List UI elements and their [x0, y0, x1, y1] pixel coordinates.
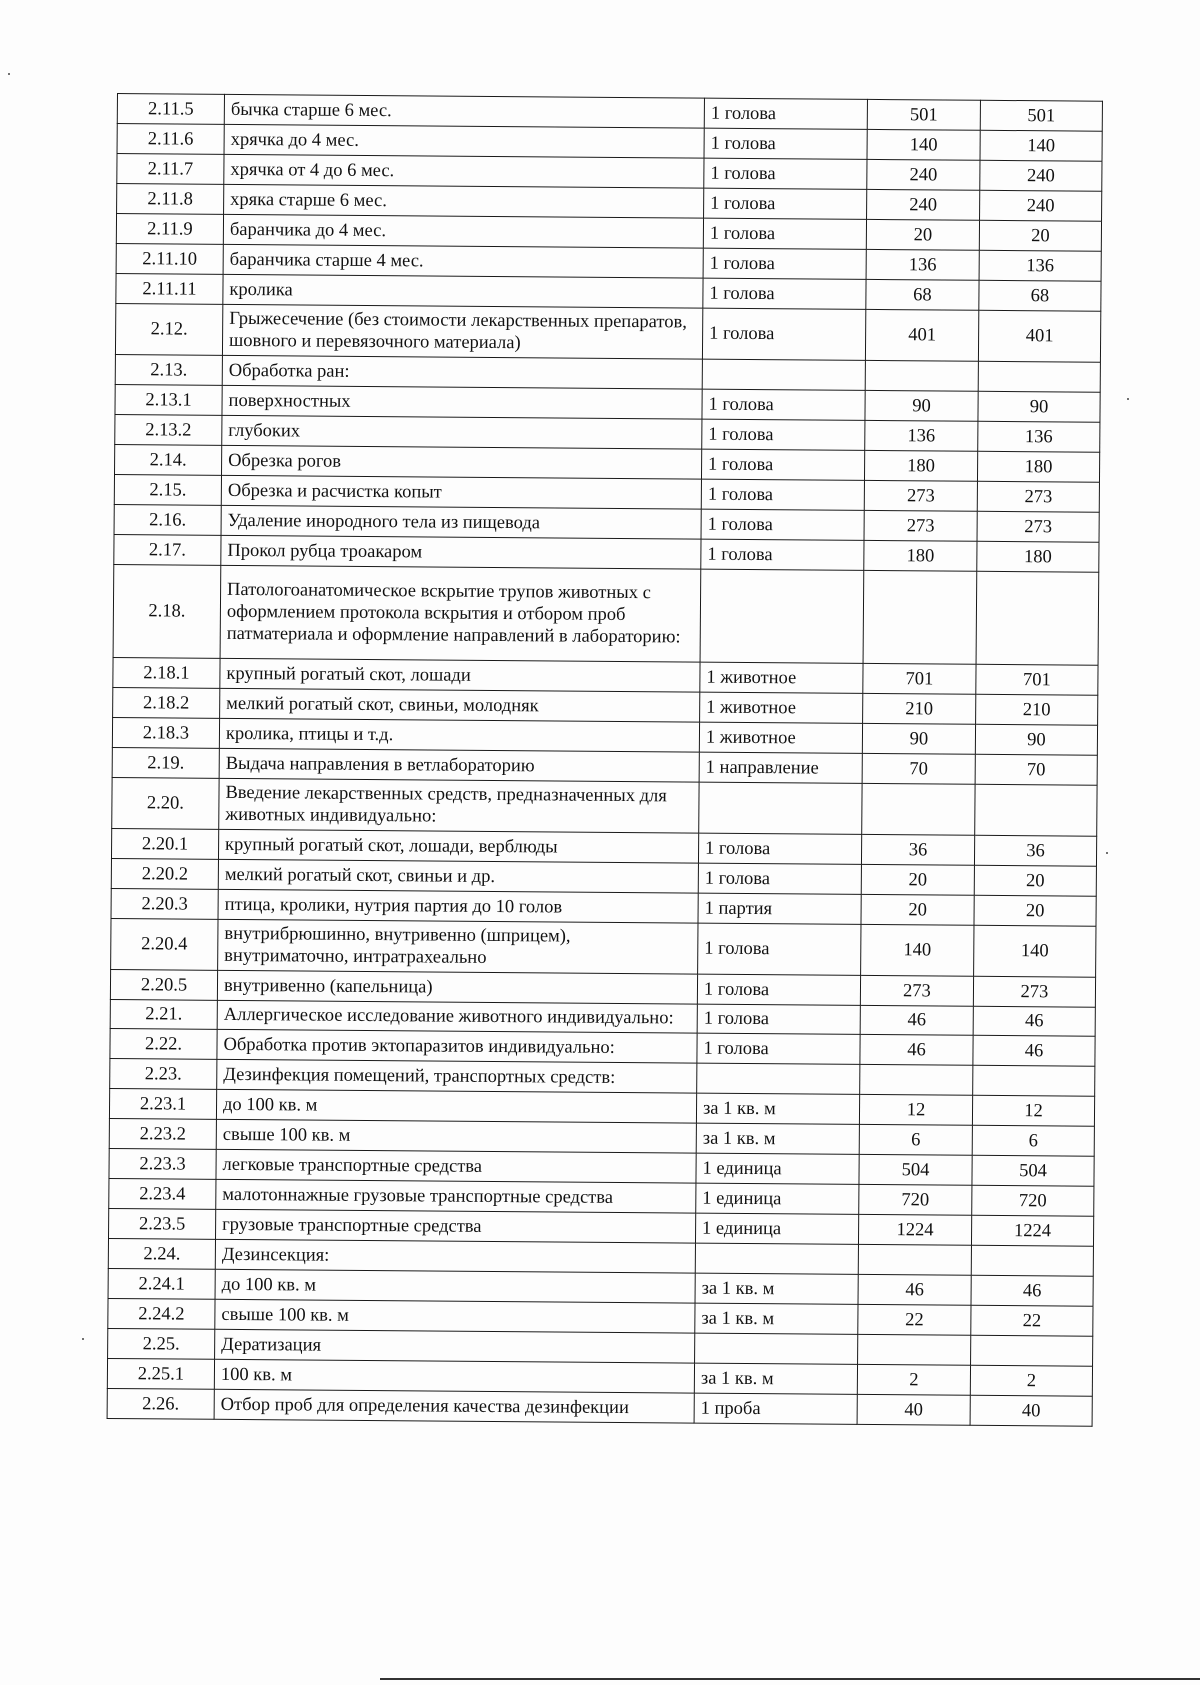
unit-cell: 1 голова — [701, 539, 864, 570]
price-total-cell: 504 — [972, 1155, 1094, 1186]
price-cell: 46 — [860, 1005, 973, 1035]
price-cell: 20 — [866, 219, 979, 250]
unit-cell: 1 голова — [701, 449, 864, 480]
item-number-cell: 2.23.2 — [109, 1118, 216, 1149]
price-cell — [865, 360, 978, 391]
service-name-cell: глубоких — [222, 415, 702, 449]
price-total-cell: 70 — [975, 754, 1097, 785]
service-name-cell: Дезинфекция помещений, транспортных средств: — [217, 1059, 697, 1093]
unit-cell — [700, 569, 864, 663]
scan-speck — [1127, 398, 1129, 400]
unit-cell — [697, 1063, 860, 1094]
price-cell: 240 — [867, 159, 980, 190]
unit-cell: 1 животное — [700, 692, 863, 723]
price-cell: 701 — [863, 663, 976, 694]
price-cell: 273 — [864, 510, 977, 541]
price-total-cell: 90 — [978, 391, 1100, 422]
item-number-cell: 2.25.1 — [107, 1358, 214, 1389]
service-name-cell: хрячка от 4 до 6 мес. — [224, 154, 704, 188]
item-number-cell: 2.26. — [107, 1388, 214, 1419]
service-name-cell: хрячка до 4 мес. — [224, 124, 704, 158]
price-cell: 46 — [858, 1274, 971, 1305]
unit-cell — [699, 782, 862, 834]
price-total-cell: 140 — [974, 925, 1096, 977]
price-cell: 210 — [863, 693, 976, 724]
service-name-cell: кролика, птицы и т.д. — [219, 718, 699, 752]
service-name-cell: Обработка ран: — [222, 355, 702, 389]
service-name-cell: внутрибрюшинно, внутривенно (шприцем), внутриматочно, интратрахеально — [218, 919, 698, 974]
service-name-cell: до 100 кв. м — [216, 1089, 696, 1123]
price-total-cell: 36 — [974, 835, 1096, 866]
unit-cell: за 1 кв. м — [696, 1123, 859, 1154]
unit-cell: 1 голова — [704, 158, 867, 189]
service-name-cell: Обработка против эктопаразитов индивидуально: — [217, 1029, 697, 1063]
price-total-cell: 140 — [980, 130, 1102, 161]
price-total-cell: 720 — [972, 1185, 1094, 1216]
item-number-cell: 2.19. — [112, 747, 219, 778]
price-total-cell: 210 — [976, 694, 1098, 725]
item-number-cell: 2.24.1 — [108, 1268, 215, 1299]
unit-cell: 1 голова — [698, 833, 861, 864]
price-cell: 12 — [859, 1094, 972, 1125]
item-number-cell: 2.21. — [110, 999, 217, 1029]
price-total-cell: 40 — [970, 1395, 1092, 1426]
item-number-cell: 2.18.2 — [113, 687, 220, 718]
service-name-cell: бычка старше 6 мес. — [224, 94, 704, 128]
service-name-cell: Дезинсекция: — [215, 1239, 695, 1273]
service-name-cell: легковые транспортные средства — [216, 1149, 696, 1183]
unit-cell: 1 направление — [699, 752, 862, 783]
service-name-cell: мелкий рогатый скот, свиньи, молодняк — [220, 688, 700, 722]
price-cell: 136 — [866, 249, 979, 280]
price-cell: 90 — [865, 390, 978, 421]
item-number-cell: 2.13. — [115, 354, 222, 385]
item-number-cell: 2.18.1 — [113, 657, 220, 688]
item-number-cell: 2.20.4 — [111, 918, 218, 970]
price-total-cell: 46 — [973, 1035, 1095, 1066]
item-number-cell: 2.23.5 — [109, 1208, 216, 1239]
price-total-cell: 46 — [971, 1275, 1093, 1306]
service-name-cell: баранчика старше 4 мес. — [223, 244, 703, 278]
price-cell: 273 — [860, 975, 973, 1006]
price-cell: 22 — [858, 1304, 971, 1335]
price-cell — [860, 1064, 973, 1095]
unit-cell: 1 животное — [700, 662, 863, 693]
price-cell — [862, 783, 975, 835]
price-cell: 20 — [861, 894, 974, 925]
service-name-cell: птица, кролики, нутрия партия до 10 голов — [218, 889, 698, 923]
price-total-cell: 180 — [977, 451, 1099, 482]
service-name-cell: Прокол рубца троакаром — [221, 535, 701, 569]
item-number-cell: 2.16. — [114, 504, 221, 535]
unit-cell: 1 голова — [701, 479, 864, 510]
service-name-cell: крупный рогатый скот, лошади, верблюды — [218, 829, 698, 863]
price-total-cell: 6 — [972, 1125, 1094, 1156]
unit-cell: 1 голова — [698, 863, 861, 894]
price-cell: 180 — [864, 540, 977, 571]
price-total-cell — [978, 361, 1100, 392]
item-number-cell: 2.23. — [110, 1058, 217, 1089]
item-number-cell: 2.15. — [114, 474, 221, 505]
item-number-cell: 2.13.2 — [115, 414, 222, 445]
price-cell: 273 — [864, 480, 977, 511]
table-row — [107, 1388, 1092, 1426]
price-cell: 90 — [862, 723, 975, 754]
item-number-cell: 2.20.2 — [111, 858, 218, 889]
service-name-cell: свыше 100 кв. м — [215, 1299, 695, 1333]
unit-cell: 1 животное — [699, 722, 862, 753]
unit-cell — [702, 359, 865, 390]
price-cell: 140 — [867, 129, 980, 160]
service-name-cell: Отбор проб для определения качества дезинфекции — [214, 1389, 694, 1423]
table-row — [113, 564, 1099, 665]
price-total-cell: 701 — [976, 664, 1098, 695]
price-total-cell — [971, 1245, 1093, 1276]
unit-cell: 1 голова — [704, 128, 867, 159]
item-number-cell: 2.23.1 — [109, 1088, 216, 1119]
price-table-body — [107, 94, 1102, 1427]
price-total-cell: 136 — [978, 421, 1100, 452]
price-total-cell: 273 — [977, 481, 1099, 512]
price-cell: 504 — [859, 1154, 972, 1185]
unit-cell — [695, 1333, 858, 1364]
table-row — [115, 303, 1100, 362]
service-name-cell: Выдача направления в ветлабораторию — [219, 748, 699, 782]
service-name-cell: грузовые транспортные средства — [216, 1209, 696, 1243]
unit-cell: 1 голова — [697, 1004, 860, 1034]
unit-cell: за 1 кв. м — [694, 1363, 857, 1394]
service-name-cell: 100 кв. м — [214, 1359, 694, 1393]
item-number-cell: 2.11.10 — [116, 243, 223, 274]
unit-cell: 1 голова — [698, 923, 861, 975]
service-name-cell: малотоннажные грузовые транспортные средства — [216, 1179, 696, 1213]
unit-cell: за 1 кв. м — [695, 1303, 858, 1334]
unit-cell: 1 проба — [694, 1393, 857, 1424]
item-number-cell: 2.12. — [115, 303, 222, 355]
table-row — [112, 777, 1097, 836]
unit-cell: 1 голова — [702, 419, 865, 450]
scan-speck — [82, 1338, 84, 1340]
price-total-cell — [971, 1335, 1093, 1366]
item-number-cell: 2.23.3 — [109, 1148, 216, 1179]
page-bottom-edge-line — [380, 1678, 1200, 1680]
service-name-cell: кролика — [223, 274, 703, 308]
item-number-cell: 2.14. — [115, 444, 222, 475]
price-total-cell: 22 — [971, 1305, 1093, 1336]
price-cell: 40 — [857, 1394, 970, 1425]
price-cell: 2 — [857, 1364, 970, 1395]
service-name-cell: до 100 кв. м — [215, 1269, 695, 1303]
price-cell — [863, 570, 977, 664]
item-number-cell: 2.11.11 — [116, 273, 223, 304]
price-cell: 20 — [861, 864, 974, 895]
price-cell: 36 — [861, 834, 974, 865]
unit-cell: 1 голова — [697, 1033, 860, 1064]
price-cell: 6 — [859, 1124, 972, 1155]
service-name-cell: крупный рогатый скот, лошади — [220, 658, 700, 692]
price-cell: 240 — [867, 189, 980, 220]
price-cell: 180 — [864, 450, 977, 481]
price-total-cell — [976, 571, 1099, 665]
price-total-cell: 46 — [973, 1006, 1095, 1036]
unit-cell: 1 голова — [701, 509, 864, 540]
service-name-cell: хряка старше 6 мес. — [224, 184, 704, 218]
item-number-cell: 2.17. — [114, 534, 221, 565]
service-name-cell: Аллергическое исследование животного индивидуально: — [217, 1000, 697, 1033]
price-total-cell: 501 — [980, 100, 1102, 131]
price-total-cell: 20 — [979, 220, 1101, 251]
item-number-cell: 2.24.2 — [108, 1298, 215, 1329]
scan-speck — [1106, 852, 1108, 854]
item-number-cell: 2.11.5 — [117, 94, 224, 125]
item-number-cell: 2.23.4 — [109, 1178, 216, 1209]
price-total-cell: 90 — [975, 724, 1097, 755]
price-total-cell — [973, 1065, 1095, 1096]
item-number-cell: 2.20.1 — [111, 828, 218, 859]
price-total-cell: 68 — [979, 280, 1101, 311]
unit-cell: 1 голова — [702, 389, 865, 420]
price-cell: 46 — [860, 1034, 973, 1065]
price-cell: 1224 — [858, 1214, 971, 1245]
scan-speck — [8, 73, 10, 75]
unit-cell: 1 единица — [696, 1183, 859, 1214]
unit-cell: 1 голова — [703, 218, 866, 249]
price-cell: 70 — [862, 753, 975, 784]
price-total-cell: 2 — [970, 1365, 1092, 1396]
price-total-cell: 20 — [974, 865, 1096, 896]
price-total-cell — [975, 784, 1097, 836]
unit-cell: 1 голова — [703, 278, 866, 309]
item-number-cell: 2.20.5 — [110, 969, 217, 1000]
service-name-cell: Грыжесечение (без стоимости лекарственных препаратов, шовного и перевязочного материала) — [222, 304, 702, 359]
unit-cell: 1 голова — [704, 188, 867, 219]
item-number-cell: 2.18. — [113, 564, 221, 658]
service-name-cell: Дератизация — [215, 1329, 695, 1363]
service-name-cell: Патологоанатомическое вскрытие трупов животных с оформлением протокола вскрытия и отбором проб патматериала и оформление направлений в лабораторию: — [220, 565, 701, 662]
item-number-cell: 2.20. — [112, 777, 219, 829]
service-name-cell: внутривенно (капельница) — [217, 970, 697, 1004]
service-name-cell: Обрезка и расчистка копыт — [221, 475, 701, 509]
price-cell: 68 — [866, 279, 979, 310]
price-total-cell: 240 — [980, 160, 1102, 191]
price-cell — [858, 1334, 971, 1365]
price-total-cell: 273 — [977, 511, 1099, 542]
price-total-cell: 1224 — [971, 1215, 1093, 1246]
price-cell: 140 — [861, 924, 974, 976]
unit-cell: 1 голова — [702, 308, 865, 360]
item-number-cell: 2.18.3 — [112, 717, 219, 748]
item-number-cell: 2.24. — [108, 1238, 215, 1269]
item-number-cell: 2.11.6 — [117, 124, 224, 155]
service-name-cell: Введение лекарственных средств, предназначенных для животных индивидуально: — [219, 778, 699, 833]
service-name-cell: баранчика до 4 мес. — [223, 214, 703, 248]
unit-cell: за 1 кв. м — [695, 1273, 858, 1304]
price-cell: 401 — [865, 309, 978, 361]
service-name-cell: Удаление инородного тела из пищевода — [221, 505, 701, 539]
price-cell: 501 — [867, 99, 980, 130]
item-number-cell: 2.20.3 — [111, 888, 218, 919]
price-total-cell: 401 — [978, 310, 1100, 362]
table-row — [111, 918, 1096, 977]
unit-cell: 1 голова — [697, 974, 860, 1005]
service-name-cell: мелкий рогатый скот, свиньи и др. — [218, 859, 698, 893]
service-name-cell: Обрезка рогов — [222, 445, 702, 479]
price-total-cell: 180 — [977, 541, 1099, 572]
unit-cell: 1 голова — [704, 98, 867, 129]
price-table — [107, 93, 1103, 1427]
unit-cell: 1 партия — [698, 893, 861, 924]
price-total-cell: 273 — [973, 976, 1095, 1007]
item-number-cell: 2.13.1 — [115, 384, 222, 415]
item-number-cell: 2.22. — [110, 1028, 217, 1059]
service-name-cell: свыше 100 кв. м — [216, 1119, 696, 1153]
price-cell: 720 — [859, 1184, 972, 1215]
item-number-cell: 2.11.7 — [117, 154, 224, 185]
service-name-cell: поверхностных — [222, 385, 702, 419]
unit-cell: за 1 кв. м — [696, 1093, 859, 1124]
price-total-cell: 20 — [974, 895, 1096, 926]
price-cell — [858, 1244, 971, 1275]
price-total-cell: 136 — [979, 250, 1101, 281]
unit-cell — [695, 1243, 858, 1274]
price-total-cell: 240 — [980, 190, 1102, 221]
item-number-cell: 2.25. — [108, 1328, 215, 1359]
price-cell: 136 — [865, 420, 978, 451]
unit-cell: 1 голова — [703, 248, 866, 279]
unit-cell: 1 единица — [695, 1213, 858, 1244]
item-number-cell: 2.11.9 — [116, 214, 223, 245]
unit-cell: 1 единица — [696, 1153, 859, 1184]
price-total-cell: 12 — [972, 1095, 1094, 1126]
item-number-cell: 2.11.8 — [117, 184, 224, 215]
